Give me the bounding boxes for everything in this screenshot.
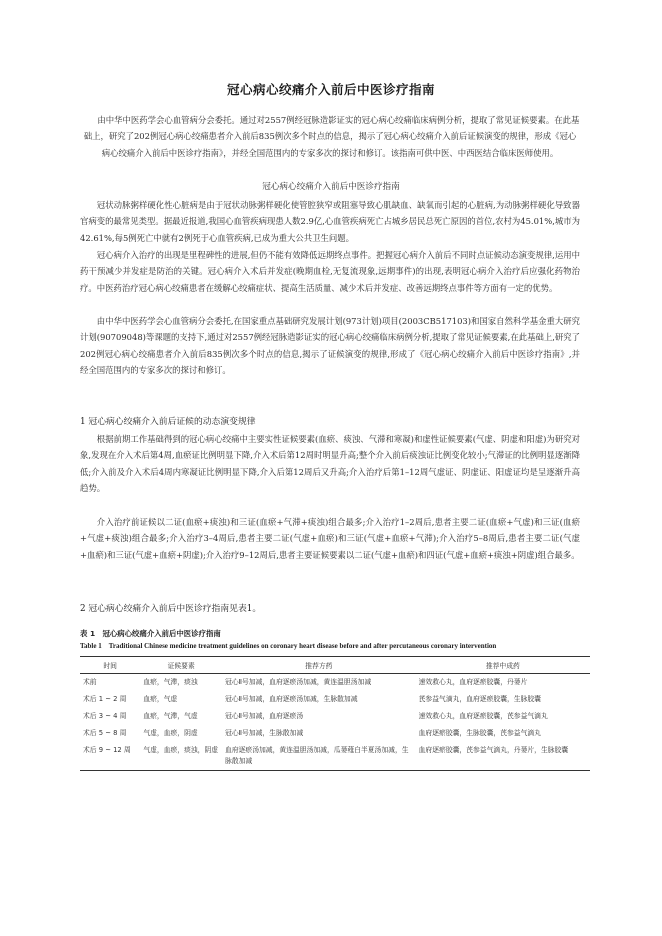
table-cell: 血瘀，气虚 (143, 695, 178, 703)
table-row (80, 674, 590, 692)
table-cell: 冠心Ⅱ号加减，血府逐瘀汤加减，黄连温胆汤加减 (225, 678, 372, 686)
table-cell: 气虚，血瘀，阴虚 (143, 729, 198, 737)
table-cell: 术前 (83, 678, 97, 686)
table-cell: 气虚，血瘀，痰浊，阴虚 (140, 742, 222, 771)
table-caption-cn: 表 1 冠心病心绞痛介入前后中医诊疗指南 (80, 629, 221, 638)
table-row (80, 691, 590, 708)
table-row (80, 708, 590, 725)
table-header-patent-medicine: 推荐中成药 (416, 657, 590, 674)
table-cell: 速效救心丸，血府逐瘀胶囊，芪参益气滴丸 (418, 712, 548, 720)
table-row (80, 742, 590, 771)
table-caption-en: Table 1 Traditional Chinese medicine treatment guidelines on coronary heart disease before and after percutaneous coronary intervention (80, 642, 497, 650)
intro-paragraph-3: 由中华中医药学会心血管病分会委托,在国家重点基础研究发展计划(973计划)项目(2003CB517103)和国家自然科学基金重大研究计划(90709048)等课题的支持下,通过对2557例经冠脉造影证实的冠心病心绞痛临床病例分析,提取了常见证候要素,在此基础上,研究了202例冠心病心绞痛患者介入前后835例次多个时点的信息,揭示了证候演变的规律,形成了《冠心病心绞痛介入前后中医诊疗指南》,并经全国范围内的专家多次的探讨和修订。 (80, 316, 580, 376)
table-cell: 血府逐瘀胶囊，生脉胶囊，芪参益气滴丸 (418, 729, 541, 737)
table-cell: 血府逐瘀汤加减，黄连温胆汤加减，瓜蒌薤白半夏汤加减，生脉散加减 (222, 742, 416, 771)
table-cell: 术后 3 ~ 4 周 (83, 712, 127, 720)
table-cell: 血府逐瘀胶囊，芪参益气滴丸，丹蒌片，生脉胶囊 (416, 742, 590, 771)
table-cell: 芪参益气滴丸，血府逐瘀胶囊，生脉胶囊 (418, 695, 541, 703)
table-header-syndrome: 证候要素 (140, 657, 222, 674)
abstract-paragraph: 由中华中医药学会心血管病分会委托。通过对2557例经冠脉造影证实的冠心病心绞痛临床病例分析，提取了常见证候要素。在此基础上，研究了202例冠心病心绞痛患者介入前后835例次多个时点的信息，揭示了冠心病心绞痛介入前后证候演变的规律，形成《冠心病心绞痛介入前后中医诊疗指南》，并经全国范围内的专家多次的探讨和修订。该指南可供中医、中西医结合临床医师使用。 (83, 115, 580, 158)
table-header-time: 时间 (80, 657, 140, 674)
document-subtitle: 冠心病心绞痛介入前后中医诊疗指南 (262, 182, 400, 192)
table-cell: 冠心Ⅱ号加减，血府逐瘀汤 (225, 712, 304, 720)
table-cell: 血瘀，气滞，气虚 (143, 712, 198, 720)
table-cell: 冠心Ⅱ号加减，生脉散加减 (225, 729, 304, 737)
guideline-table (80, 656, 590, 771)
table-cell: 术后 5 ~ 8 周 (83, 729, 127, 737)
table-header-row (80, 657, 590, 674)
intro-paragraph-2: 冠心病介入治疗的出现是里程碑性的进展,但仍不能有效降低远期终点事件。把握冠心病介入前后不同时点证候动态演变规律,运用中药干预减少并发症是防治的关键。冠心病介入术后并发症(晚期血栓,无复流现象,远期事件)的出现,表明冠心病介入治疗后应强化药物治疗。中医药治疗冠心病心绞痛患者在缓解心绞痛症状、提高生活质量、减少术后并发症、改善远期终点事件等方面有一定的优势。 (80, 250, 580, 293)
table-cell: 血瘀，气滞，痰浊 (143, 678, 198, 686)
document-title: 冠心病心绞痛介入前后中医诊疗指南 (226, 82, 435, 97)
section-2-heading: 2 冠心病心绞痛介入前后中医诊疗指南见表1。 (80, 604, 262, 614)
section-1-paragraph-1: 根据前期工作基础得到的冠心病心绞痛中主要实性证候要素(血瘀、痰浊、气滞和寒凝)和虚性证候要素(气虚、阴虚和阳虚)为研究对象,发现在介入术后第4周,血瘀证比例明显下降,介入术后第12周时明显升高;整个介入前后痰浊证比例变化较小;气滞证的比例明显逐渐降低;介入前及介入术后4周内寒凝证比例明显下降,介入后第12周后又升高;介入治疗后第1–12周气虚证、阴虚证、阳虚证均是呈逐渐升高趋势。 (80, 434, 580, 494)
table-cell: 冠心Ⅱ号加减，血府逐瘀汤加减，生脉散加减 (225, 695, 358, 703)
table-row (80, 725, 590, 742)
table-cell: 速效救心丸，血府逐瘀胶囊，丹蒌片 (418, 678, 528, 686)
table-cell: 术后 1 ~ 2 周 (83, 695, 127, 703)
table-cell: 术后 9 ~ 12 周 (80, 742, 140, 771)
intro-paragraph-1: 冠状动脉粥样硬化性心脏病是由于冠状动脉粥样硬化使管腔狭窄或阻塞导致心肌缺血、缺氧而引起的心脏病,为动脉粥样硬化导致器官病变的最常见类型。据最近报道,我国心血管疾病现患人数2.9亿,心血管疾病死亡占城乡居民总死亡原因的首位,农村为45.01%,城市为42.61%,每5例死亡中就有2例死于心血管疾病,已成为重大公共卫生问题。 (80, 200, 580, 243)
section-1-heading: 1 冠心病心绞痛介入前后证候的动态演变规律 (80, 417, 256, 427)
section-1-paragraph-2: 介入治疗前证候以二证(血瘀+痰浊)和三证(血瘀+气滞+痰浊)组合最多;介入治疗1–2周后,患者主要二证(血瘀+气虚)和三证(血瘀+气虚+痰浊)组合最多;介入治疗3–4周后,患者主要二证(气虚+血瘀)和三证(气虚+血瘀+气滞);介入治疗5–8周后,患者主要二证(气虚+血瘀)和三证(气虚+血瘀+阴虚);介入治疗9–12周后,患者主要证候要素以二证(气虚+血瘀)和四证(气虚+血瘀+痰浊+阴虚)组合最多。 (80, 517, 580, 560)
table-header-prescription: 推荐方药 (222, 657, 416, 674)
